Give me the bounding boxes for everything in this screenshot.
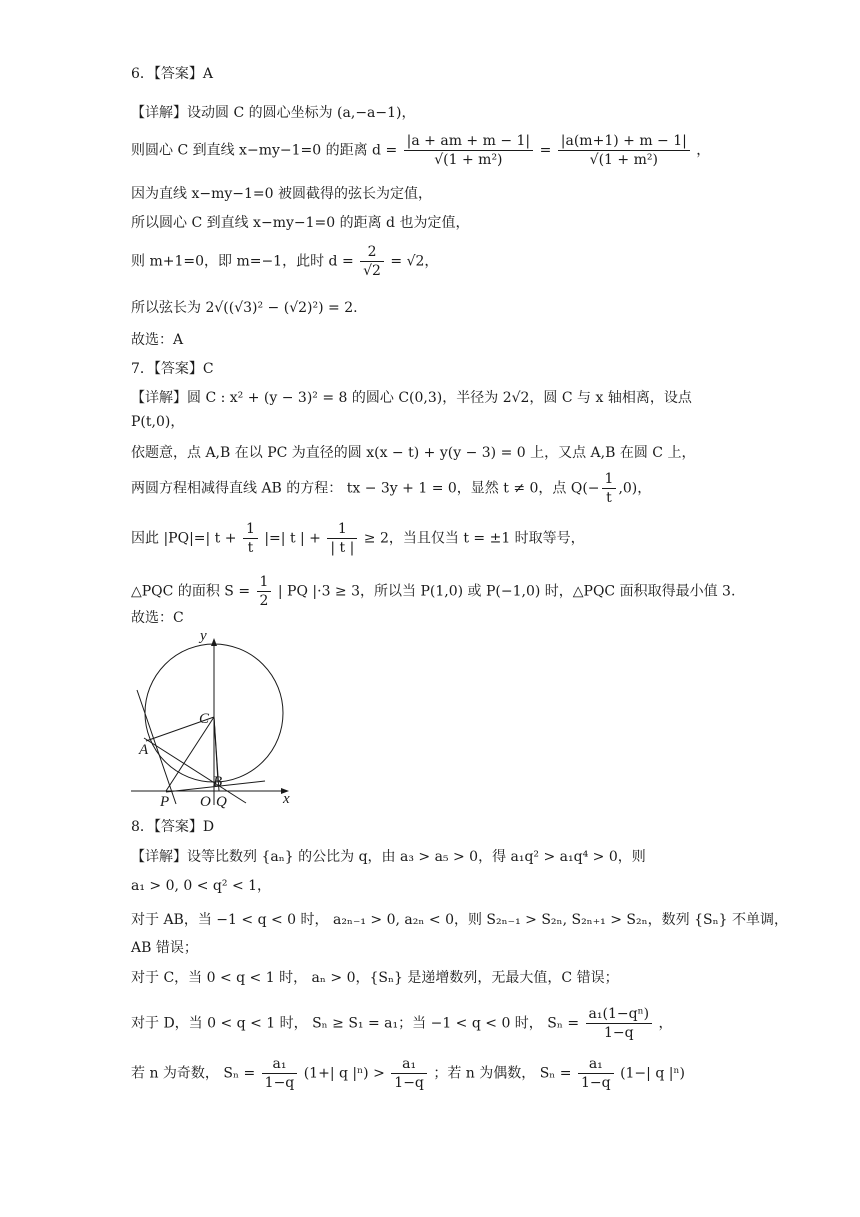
fraction: $\frac{1}{t}$ xyxy=(602,470,617,507)
q6-line-5 xyxy=(131,243,438,280)
q6-line-1: 【详解】设动圆 C 的圆心坐标为 (a,−a−1)， xyxy=(131,105,416,121)
q7-line-4 xyxy=(131,520,585,557)
q8-answer: 8．【答案】D xyxy=(131,819,215,835)
q6-line-6: 所以弦长为 2√((√3)² − (√2)²) = 2. xyxy=(131,300,358,316)
fraction: $\frac{\text{a₁}}{1-q}$ xyxy=(391,1055,427,1092)
q8-line-3: 对于 AB，当 −1 < q < 0 时， a₂ₙ₋₁ > 0, a₂ₙ < 0，则 S₂ₙ₋₁ > S₂ₙ, S₂ₙ₊₁ > S₂ₙ，数列 {Sₙ} 不单调， xyxy=(131,912,788,928)
q6-line-2 xyxy=(131,132,710,169)
q6-line-4: 所以圆心 C 到直线 x−my−1=0 的距离 d 也为定值， xyxy=(131,215,470,231)
text: (1−| q |ⁿ) xyxy=(620,1065,685,1082)
text: = √2， xyxy=(390,253,439,270)
text: 对于 D，当 0 < q < 1 时， Sₙ ≥ S₁ = a₁；当 −1 < q < 0 时， Sₙ = xyxy=(131,1015,580,1032)
fraction: $\frac{1}{t}$ xyxy=(243,520,258,557)
label-a: A xyxy=(139,742,149,758)
label-y: y xyxy=(200,628,207,644)
geometry-figure xyxy=(125,625,305,810)
q7-line-1b: P(t,0)， xyxy=(131,414,185,430)
text: ≥ 2，当且仅当 t = ±1 时取等号， xyxy=(363,530,585,547)
label-o: O xyxy=(200,794,211,810)
q6-line-3: 因为直线 x−my−1=0 被圆截得的弦长为定值， xyxy=(131,186,432,202)
q7-line-2: 依题意，点 A,B 在以 PC 为直径的圆 x(x − t) + y(y − 3) = 0 上，又点 A,B 在圆 C 上， xyxy=(131,445,696,461)
q8-line-6 xyxy=(131,1055,685,1092)
fraction: $\frac{\text{a₁(1−qⁿ)}}{1-q}$ xyxy=(586,1005,653,1042)
q8-line-2: a₁ > 0, 0 < q² < 1， xyxy=(131,878,272,894)
q6-line-7: 故选：A xyxy=(131,332,184,348)
text: 则圆心 C 到直线 x−my−1=0 的距离 d = xyxy=(131,142,398,159)
fraction: $\frac{|a(m+1) + m - 1|}{\text{√(1 + m²)}}$ xyxy=(558,132,690,169)
text: ,0)， xyxy=(618,480,652,497)
fraction: $\frac{2}{√2}$ xyxy=(360,243,384,280)
label-p: P xyxy=(160,794,170,810)
text: | PQ |·3 ≥ 3，所以当 P(1,0) 或 P(−1,0) 时，△PQC 面积取得最小值 3. xyxy=(277,583,736,600)
label-x: x xyxy=(283,791,290,807)
q7-line-3 xyxy=(131,470,651,507)
q8-line-5 xyxy=(131,1005,673,1042)
text: 因此 |PQ|=| t + xyxy=(131,530,237,547)
text: △PQC 的面积 S = xyxy=(131,583,251,600)
text: |=| t | + xyxy=(264,530,321,547)
fraction: $\frac{\text{a₁}}{1-q}$ xyxy=(578,1055,614,1092)
text: ， xyxy=(696,142,711,159)
label-q: Q xyxy=(216,794,227,810)
fraction: $\frac{1}{| t |}$ xyxy=(327,520,357,557)
q8-line-1: 【详解】设等比数列 {aₙ} 的公比为 q，由 a₃ > a₅ > 0，得 a₁q² > a₁q⁴ > 0，则 xyxy=(131,849,646,865)
fraction: $\frac{\text{a₁}}{1-q}$ xyxy=(262,1055,298,1092)
label-c: C xyxy=(199,711,210,727)
q8-line-4: 对于 C，当 0 < q < 1 时， aₙ > 0，{Sₙ} 是递增数列，无最大值，C 错误； xyxy=(131,970,619,986)
q7-answer: 7．【答案】C xyxy=(131,361,214,377)
text: = xyxy=(539,142,552,159)
text: 则 m+1=0，即 m=−1，此时 d = xyxy=(131,253,354,270)
q6-answer: 6．【答案】A xyxy=(131,66,214,82)
text: ；若 n 为偶数， Sₙ = xyxy=(433,1065,572,1082)
q7-line-1: 【详解】圆 C : x² + (y − 3)² = 8 的圆心 C(0,3)，半径为 2√2，圆 C 与 x 轴相离，设点 xyxy=(131,390,692,406)
fraction: $\frac{|a + am + m - 1|}{\text{√(1 + m²)}}$ xyxy=(404,132,533,169)
text: ， xyxy=(658,1015,673,1032)
q7-line-6: 故选：C xyxy=(131,610,184,626)
q7-line-5 xyxy=(131,573,735,610)
y-axis-arrow xyxy=(211,638,217,646)
q8-line-3b: AB 错误； xyxy=(131,940,198,956)
fraction: $\frac{1}{2}$ xyxy=(257,573,272,610)
segment-pc xyxy=(166,717,214,791)
label-b: B xyxy=(213,774,223,790)
text: 两圆方程相减得直线 AB 的方程： tx − 3y + 1 = 0，显然 t ≠ 0，点 Q(− xyxy=(131,480,600,497)
text: (1+| q |ⁿ) > xyxy=(303,1065,385,1082)
text: 若 n 为奇数， Sₙ = xyxy=(131,1065,256,1082)
